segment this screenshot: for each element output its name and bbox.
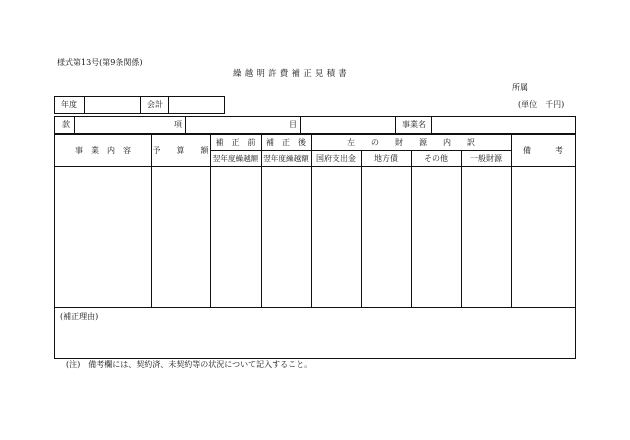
moku-field[interactable] bbox=[301, 117, 394, 133]
national-cell[interactable] bbox=[312, 167, 361, 307]
category-row bbox=[54, 116, 576, 134]
year-field[interactable] bbox=[85, 97, 139, 113]
subheader-general: 一般財源 bbox=[470, 154, 502, 163]
department-label: 所属 bbox=[512, 83, 528, 92]
remarks-cell[interactable] bbox=[512, 167, 575, 307]
form-number: 様式第13号(第9条関係) bbox=[57, 58, 143, 67]
header-budget: 予 算 額 bbox=[152, 146, 209, 155]
other-cell[interactable] bbox=[412, 167, 461, 307]
general-cell[interactable] bbox=[462, 167, 511, 307]
total-label: 会計 bbox=[147, 100, 163, 109]
page-title: 繰越明許費補正見積書 bbox=[233, 69, 351, 79]
subheader-national: 国府支出金 bbox=[316, 154, 356, 163]
kou-label: 項 bbox=[174, 120, 182, 129]
year-total-box bbox=[54, 96, 225, 114]
subheader-other: その他 bbox=[424, 154, 448, 163]
content-cell[interactable] bbox=[55, 167, 151, 307]
header-before: 補 正 前 bbox=[215, 138, 256, 147]
project-label: 事業名 bbox=[402, 120, 426, 129]
moku-label: 目 bbox=[289, 120, 297, 129]
after-cell[interactable] bbox=[262, 167, 311, 307]
subheader-local-bond: 地方債 bbox=[374, 154, 398, 163]
local-bond-cell[interactable] bbox=[362, 167, 411, 307]
project-field[interactable] bbox=[432, 117, 575, 133]
header-breakdown: 左 の 財 源 内 訳 bbox=[347, 138, 475, 147]
footnote: (注) 備考欄には、契約済、未契約等の状況について記入すること。 bbox=[66, 360, 313, 369]
year-label: 年度 bbox=[61, 100, 77, 109]
subheader-after: 翌年度繰越額 bbox=[263, 154, 309, 163]
header-remarks: 備 考 bbox=[523, 146, 563, 155]
kan-label: 款 bbox=[62, 120, 70, 129]
unit-label: (単位 千円) bbox=[518, 100, 565, 109]
kou-field[interactable] bbox=[186, 117, 288, 133]
reason-label: (補正理由) bbox=[60, 312, 99, 321]
kan-field[interactable] bbox=[75, 117, 173, 133]
budget-cell[interactable] bbox=[152, 167, 210, 307]
reason-field[interactable] bbox=[55, 308, 575, 358]
total-field[interactable] bbox=[169, 97, 224, 113]
header-after: 補 正 後 bbox=[266, 138, 306, 147]
subheader-before: 翌年度繰越額 bbox=[212, 154, 259, 163]
header-content: 事 業 内 容 bbox=[75, 146, 131, 155]
before-cell[interactable] bbox=[211, 167, 261, 307]
main-table bbox=[54, 134, 576, 359]
